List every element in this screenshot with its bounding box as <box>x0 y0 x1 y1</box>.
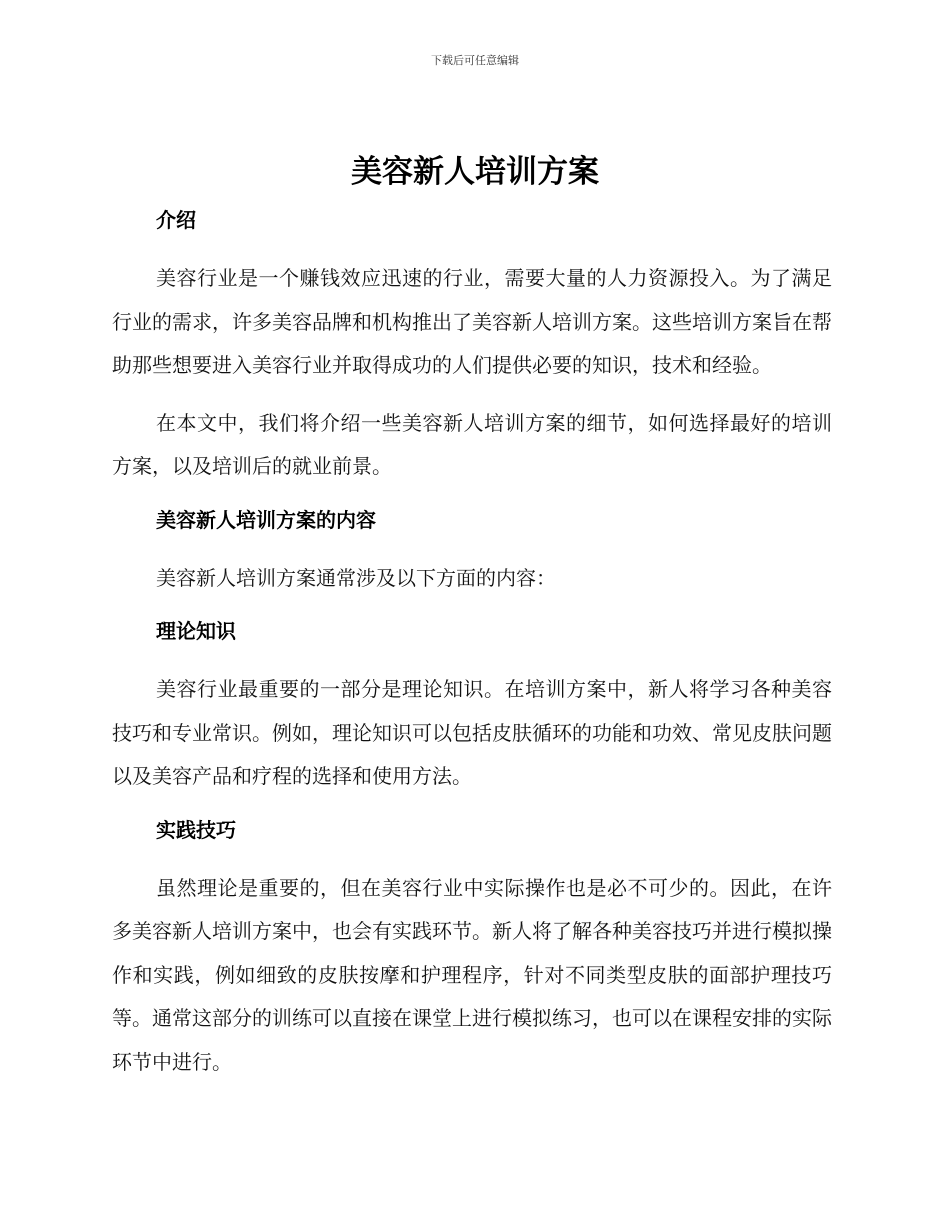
section-introduction <box>112 203 832 503</box>
section-heading: 介绍 <box>156 208 196 232</box>
section-theory <box>112 614 832 813</box>
page-header-note: 下载后可任意编辑 <box>431 54 519 67</box>
document-body <box>112 203 832 1084</box>
section-practice <box>112 813 832 1085</box>
document-title: 美容新人培训方案 <box>351 154 599 190</box>
paragraph: 美容行业是一个赚钱效应迅速的行业，需要大量的人力资源投入。为了满足行业的需求，许多美容品牌和机构推出了美容新人培训方案。这些培训方案旨在帮助那些想要进入美容行业并取得成功的人们提供必要的知识，技术和经验。 <box>112 266 832 377</box>
paragraph: 在本文中，我们将介绍一些美容新人培训方案的细节，如何选择最好的培训方案，以及培训后的就业前景。 <box>112 410 832 478</box>
paragraph: 美容行业最重要的一部分是理论知识。在培训方案中，新人将学习各种美容技巧和专业常识。例如，理论知识可以包括皮肤循环的功能和功效、常见皮肤问题以及美容产品和疗程的选择和使用方法。 <box>112 677 832 788</box>
section-heading: 理论知识 <box>156 619 236 643</box>
paragraph: 美容新人培训方案通常涉及以下方面的内容： <box>156 565 556 590</box>
section-training-content <box>112 503 832 615</box>
section-heading: 美容新人培训方案的内容 <box>156 507 376 532</box>
paragraph: 虽然理论是重要的，但在美容行业中实际操作也是必不可少的。因此，在许多美容新人培训方案中，也会有实践环节。新人将了解各种美容技巧并进行模拟操作和实践，例如细致的皮肤按摩和护理程序，针对不同类型皮肤的面部护理技巧等。通常这部分的训练可以直接在课堂上进行模拟练习，也可以在课程安排的实际环节中进行。 <box>112 875 832 1074</box>
section-heading: 实践技巧 <box>156 817 236 842</box>
